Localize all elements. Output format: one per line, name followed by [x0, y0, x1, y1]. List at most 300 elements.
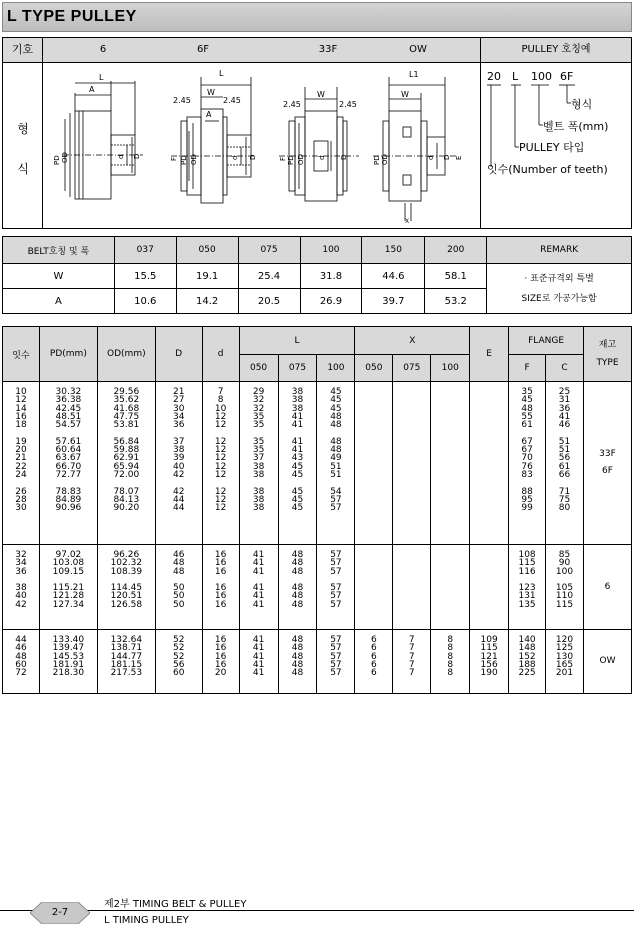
- belt-cell: 44.6: [362, 264, 425, 289]
- hdr-X-050: 050: [355, 355, 393, 382]
- spec-value: 75: [558, 494, 571, 505]
- spec-value: 41: [252, 668, 265, 679]
- spec-value: [470, 413, 508, 421]
- spec-value: 57: [330, 659, 342, 670]
- spec-value: 12: [214, 436, 227, 447]
- spec-value: 35: [252, 411, 265, 422]
- spec-value: 26: [15, 486, 27, 497]
- hdr-L: L: [239, 327, 355, 355]
- spec-value: 48: [173, 566, 185, 577]
- dim-d-4: d: [427, 155, 435, 160]
- spec-value: [355, 463, 392, 471]
- spec-value: 57: [330, 643, 342, 654]
- hdr-od: OD(mm): [97, 327, 155, 382]
- spec-value: [393, 463, 430, 471]
- spec-value: 7: [408, 651, 415, 662]
- spec-value: 44: [173, 494, 185, 505]
- spec-value: 48: [521, 403, 533, 414]
- spec-value: 103.08: [52, 558, 85, 569]
- spec-value: [470, 504, 508, 512]
- spec-value: 12: [214, 469, 227, 480]
- belt-header-remark: REMARK: [487, 237, 632, 264]
- hdr-teeth: 잇수: [3, 327, 40, 382]
- spec-value: [470, 446, 508, 454]
- spec-value: 41: [558, 411, 571, 422]
- row-gap: [470, 429, 508, 437]
- spec-value: 30.32: [55, 387, 82, 397]
- spec-value: 148: [518, 643, 536, 654]
- spec-value: 67: [521, 436, 533, 447]
- hdr-X-100: 100: [431, 355, 470, 382]
- spec-stock-type-cell: [583, 630, 631, 694]
- dim-A-1: A: [89, 85, 95, 94]
- hdr-L-100: 100: [317, 355, 355, 382]
- spec-value: 110: [555, 591, 574, 602]
- dim-OD-2: OD: [190, 154, 198, 165]
- hdr-stock-type: [583, 327, 631, 382]
- example-type: 6F: [560, 70, 574, 83]
- spec-column-cell: [3, 545, 40, 630]
- spec-value: 88: [521, 486, 533, 497]
- spec-value: 46: [15, 643, 27, 654]
- spec-value: 61: [521, 420, 533, 431]
- spec-value: 217.53: [110, 668, 143, 679]
- spec-value: [470, 488, 508, 496]
- spec-value: 57: [330, 503, 342, 514]
- spec-column-cell: [546, 630, 584, 694]
- spec-value: 16: [214, 599, 227, 610]
- spec-value: 41: [291, 411, 304, 422]
- belt-cell: 25.4: [238, 264, 300, 289]
- type-header-6f: 6F: [196, 44, 210, 55]
- spec-value: [393, 559, 430, 567]
- spec-column-cell: [509, 382, 546, 545]
- spec-value: 67: [521, 445, 533, 456]
- spec-value: [355, 396, 392, 404]
- spec-value: 115.21: [52, 583, 85, 594]
- spec-value: 125: [555, 643, 574, 654]
- spec-value: 165: [555, 659, 574, 670]
- dim-D-2: D: [249, 154, 257, 160]
- spec-column-cell: [239, 545, 278, 630]
- spec-value: 90.20: [113, 503, 140, 514]
- spec-value: 97.02: [55, 550, 82, 560]
- spec-value: 57: [330, 599, 342, 610]
- spec-value: 96.26: [113, 550, 140, 560]
- spec-value: 21: [15, 453, 27, 464]
- spec-value: 28: [15, 494, 27, 505]
- spec-column-cell: [97, 382, 155, 545]
- spec-value: 7: [408, 643, 415, 654]
- spec-column-cell: [317, 630, 355, 694]
- example-pulley-label: PULLEY 타입: [519, 141, 585, 154]
- spec-value: 35: [252, 445, 265, 456]
- spec-value: 6: [370, 659, 377, 670]
- spec-column-cell: [470, 382, 509, 545]
- spec-column-cell: [3, 382, 40, 545]
- spec-value: 41: [252, 643, 265, 654]
- spec-value: 109.15: [52, 566, 85, 577]
- spec-value: [393, 488, 430, 496]
- hdr-stock: 재고: [598, 340, 617, 350]
- spec-value: 114.45: [110, 583, 143, 594]
- spec-value: 48: [291, 599, 304, 610]
- spec-value: 85: [558, 550, 571, 560]
- row-gap: [431, 429, 469, 437]
- spec-value: 6: [370, 635, 377, 645]
- designation-example-column: [481, 38, 631, 228]
- spec-value: 36: [558, 403, 571, 414]
- spec-value: 38: [252, 461, 265, 472]
- spec-value: 32: [252, 403, 265, 414]
- spec-column-cell: [431, 382, 470, 545]
- row-gap: [355, 429, 392, 437]
- footer-page-subtitle: L TIMING PULLEY: [104, 915, 189, 926]
- spec-value: 188: [518, 659, 536, 670]
- spec-value: 32: [15, 550, 27, 560]
- spec-value: 48: [291, 591, 304, 602]
- spec-column-cell: [509, 630, 546, 694]
- belt-cell: 14.2: [176, 289, 238, 314]
- spec-value: [393, 584, 430, 592]
- spec-value: 90.96: [55, 503, 82, 514]
- spec-value: 36: [15, 566, 27, 577]
- spec-value: 45: [291, 461, 304, 472]
- dim-F-3: F: [279, 156, 287, 161]
- spec-value: 38: [173, 445, 185, 456]
- spec-column-cell: [202, 382, 239, 545]
- spec-value: [431, 388, 469, 396]
- spec-column-cell: [393, 545, 431, 630]
- spec-value: 48: [291, 635, 304, 645]
- spec-value: 41: [291, 445, 304, 456]
- spec-column-cell: [3, 630, 40, 694]
- spec-value: 45: [330, 403, 342, 414]
- spec-value: [431, 463, 469, 471]
- spec-value: 115: [480, 643, 498, 654]
- spec-value: 72.00: [113, 469, 140, 480]
- spec-value: 8: [447, 659, 454, 670]
- spec-value: 24: [15, 469, 27, 480]
- row-gap: [470, 576, 508, 584]
- spec-value: [393, 592, 430, 600]
- belt-cell: 58.1: [425, 264, 487, 289]
- spec-column-cell: [317, 382, 355, 545]
- belt-cell: 26.9: [300, 289, 362, 314]
- spec-value: 12: [214, 420, 227, 431]
- spec-column-cell: [239, 630, 278, 694]
- spec-value: 84.89: [55, 494, 82, 505]
- spec-column-cell: [509, 545, 546, 630]
- spec-value: [355, 413, 392, 421]
- dim-W-2: W: [207, 88, 215, 97]
- spec-column-cell: [355, 545, 393, 630]
- spec-value: [431, 488, 469, 496]
- spec-value: [431, 396, 469, 404]
- side-char-1: 형: [17, 122, 29, 136]
- spec-value: 66: [558, 469, 571, 480]
- spec-value: [431, 504, 469, 512]
- spec-value: 127.34: [52, 599, 85, 610]
- spec-column-cell: [239, 382, 278, 545]
- spec-value: [393, 396, 430, 404]
- spec-group-3: [3, 630, 632, 694]
- spec-value: 39: [173, 453, 185, 464]
- spec-value: 54: [330, 486, 342, 497]
- spec-value: [431, 592, 469, 600]
- spec-value: [431, 559, 469, 567]
- dim-L-1: L: [99, 73, 104, 82]
- spec-table-body: [3, 382, 632, 694]
- spec-value: 115: [518, 558, 536, 569]
- dim-PD-4: PD: [373, 155, 381, 165]
- spec-value: 12: [214, 486, 227, 497]
- spec-value: 132.64: [110, 635, 143, 645]
- belt-header-100: 100: [300, 237, 362, 264]
- spec-value: 45: [521, 395, 533, 406]
- spec-value: 44: [173, 503, 185, 514]
- spec-column-cell: [355, 630, 393, 694]
- spec-value: 131: [518, 591, 536, 602]
- spec-value: [355, 496, 392, 504]
- spec-value: [431, 405, 469, 413]
- type-header-33f: 33F: [318, 44, 338, 55]
- diagram-type-ow: [373, 77, 457, 221]
- spec-value: 48: [173, 558, 185, 569]
- spec-value: 190: [480, 668, 498, 679]
- spec-value: [431, 551, 469, 559]
- spec-value: 78.07: [113, 486, 140, 497]
- spec-value: [355, 551, 392, 559]
- spec-value: 29: [252, 387, 265, 397]
- footer-rule: [0, 910, 634, 911]
- spec-value: 10: [15, 387, 27, 397]
- spec-column-cell: [278, 382, 317, 545]
- spec-value: 61: [558, 461, 571, 472]
- spec-value: 57: [330, 635, 342, 645]
- spec-value: [431, 446, 469, 454]
- spec-value: 135: [518, 599, 536, 610]
- spec-column-cell: [39, 545, 97, 630]
- spec-value: 30: [173, 403, 185, 414]
- spec-value: [393, 471, 430, 479]
- spec-value: [355, 568, 392, 576]
- spec-value: 35: [252, 436, 265, 447]
- spec-value: 6: [370, 651, 377, 662]
- spec-column-cell: [278, 630, 317, 694]
- belt-row-w: [3, 264, 632, 289]
- spec-value: 38: [291, 387, 304, 397]
- page-number: 2-7: [51, 907, 69, 918]
- spec-value: 152: [518, 651, 536, 662]
- example-teeth: 20: [487, 70, 501, 83]
- spec-value: 37: [252, 453, 265, 464]
- spec-value: [470, 454, 508, 462]
- spec-value: 41: [252, 651, 265, 662]
- spec-value: 53.81: [113, 420, 140, 431]
- spec-value: 45: [330, 395, 342, 406]
- spec-value: [470, 592, 508, 600]
- spec-value: [393, 454, 430, 462]
- hdr-E: E: [470, 327, 509, 382]
- spec-value: 37: [173, 436, 185, 447]
- spec-value: 99: [521, 503, 533, 514]
- spec-stock-type-cell: [583, 545, 631, 630]
- spec-value: [431, 584, 469, 592]
- spec-value: 120: [555, 635, 574, 645]
- spec-value: 57: [330, 583, 342, 594]
- spec-value: 48: [291, 558, 304, 569]
- stock-type-label: 6: [604, 581, 611, 592]
- spec-value: 38: [15, 583, 27, 594]
- spec-value: [393, 496, 430, 504]
- spec-value: 43: [291, 453, 304, 464]
- spec-value: 55: [521, 411, 533, 422]
- spec-column-cell: [317, 545, 355, 630]
- spec-value: 38: [252, 469, 265, 480]
- spec-value: [355, 488, 392, 496]
- dim-245-c: 2.45: [283, 100, 301, 109]
- spec-value: 50: [173, 599, 185, 610]
- belt-header-037: 037: [114, 237, 176, 264]
- type-header-ow: OW: [409, 44, 427, 55]
- spec-value: 57: [330, 558, 342, 569]
- spec-value: 36: [173, 420, 185, 431]
- dim-245-b: 2.45: [223, 96, 241, 105]
- dim-D-3: D: [340, 154, 348, 160]
- spec-value: 38: [291, 395, 304, 406]
- spec-value: 48: [15, 651, 27, 662]
- spec-value: 12: [15, 395, 27, 406]
- spec-value: 144.77: [110, 651, 143, 662]
- spec-value: 46: [173, 550, 185, 560]
- example-width-label: 벨트 폭(mm): [543, 120, 609, 133]
- spec-value: 48: [330, 411, 342, 422]
- spec-group-1: [3, 382, 632, 545]
- spec-value: 83: [521, 469, 533, 480]
- spec-value: [355, 504, 392, 512]
- spec-column-cell: [97, 630, 155, 694]
- dim-W-4: W: [401, 90, 409, 99]
- spec-column-cell: [155, 630, 202, 694]
- spec-value: [431, 413, 469, 421]
- spec-value: 16: [214, 566, 227, 577]
- spec-value: 31: [558, 395, 571, 406]
- spec-value: 7: [408, 635, 415, 645]
- belt-width-table: [2, 236, 632, 314]
- belt-row-label: A: [3, 289, 115, 314]
- spec-value: [431, 496, 469, 504]
- spec-value: 6: [370, 668, 377, 679]
- spec-value: 76: [521, 461, 533, 472]
- spec-column-cell: [546, 545, 584, 630]
- spec-value: 12: [214, 503, 227, 514]
- spec-value: 50: [173, 583, 185, 594]
- spec-value: 6: [370, 643, 377, 654]
- spec-value: 181.91: [52, 659, 85, 670]
- dim-d-1: d: [117, 154, 125, 159]
- spec-column-cell: [39, 630, 97, 694]
- spec-value: 57: [330, 668, 342, 679]
- row-gap: [470, 479, 508, 487]
- spec-value: 16: [214, 651, 227, 662]
- row-gap: [431, 479, 469, 487]
- spec-value: 70: [521, 453, 533, 464]
- dim-L-2: L: [219, 69, 224, 78]
- spec-value: 34: [173, 411, 185, 422]
- spec-value: 51: [558, 445, 571, 456]
- row-gap: [355, 479, 392, 487]
- row-gap: [393, 576, 430, 584]
- spec-value: 45: [291, 494, 304, 505]
- spec-value: [393, 388, 430, 396]
- footer-section-title: 제2부 TIMING BELT & PULLEY: [104, 899, 247, 910]
- belt-row-label: W: [3, 264, 115, 289]
- spec-value: [470, 601, 508, 609]
- dim-245-d: 2.45: [339, 100, 357, 109]
- spec-value: 48: [291, 651, 304, 662]
- spec-value: 27: [173, 395, 185, 406]
- spec-value: 32: [252, 395, 265, 406]
- spec-value: 8: [447, 643, 454, 654]
- spec-value: 40: [15, 591, 27, 602]
- belt-cell: 19.1: [176, 264, 238, 289]
- spec-value: 22: [15, 461, 27, 472]
- hdr-X: X: [355, 327, 470, 355]
- spec-value: 51: [330, 469, 342, 480]
- spec-value: 16: [214, 635, 227, 645]
- spec-value: 138.71: [110, 643, 143, 654]
- spec-value: 45: [291, 486, 304, 497]
- spec-value: 40: [173, 461, 185, 472]
- row-gap: [355, 576, 392, 584]
- row-gap: [393, 429, 430, 437]
- spec-value: [470, 396, 508, 404]
- dim-D-4: D: [443, 154, 451, 160]
- spec-value: 12: [214, 411, 227, 422]
- spec-value: 50: [173, 591, 185, 602]
- spec-value: [431, 601, 469, 609]
- spec-value: 72: [15, 668, 27, 679]
- side-char-2: 식: [17, 162, 29, 176]
- spec-value: 16: [214, 558, 227, 569]
- belt-header-200: 200: [425, 237, 487, 264]
- spec-value: 41: [252, 591, 265, 602]
- spec-value: 16: [214, 591, 227, 602]
- spec-value: 48: [330, 420, 342, 431]
- spec-value: [393, 446, 430, 454]
- spec-value: 41: [252, 550, 265, 560]
- spec-value: 8: [447, 635, 454, 645]
- spec-value: 52: [173, 635, 185, 645]
- spec-value: 71: [558, 486, 571, 497]
- spec-value: 59.88: [113, 445, 140, 456]
- spec-value: 42: [15, 599, 27, 610]
- spec-value: 84.13: [113, 494, 140, 505]
- belt-header-075: 075: [238, 237, 300, 264]
- hdr-X-075: 075: [393, 355, 431, 382]
- spec-value: 41: [252, 566, 265, 577]
- spec-value: [355, 421, 392, 429]
- belt-remark-cell: [487, 264, 632, 314]
- spec-value: 121.28: [52, 591, 85, 602]
- dim-L1-4: L1: [409, 70, 419, 79]
- spec-column-cell: [470, 630, 509, 694]
- belt-remark-line-1: · 표준규격외 특별: [524, 273, 594, 284]
- dim-D-1: D: [133, 153, 141, 159]
- spec-value: 57.61: [55, 436, 82, 447]
- spec-value: 156: [480, 659, 498, 670]
